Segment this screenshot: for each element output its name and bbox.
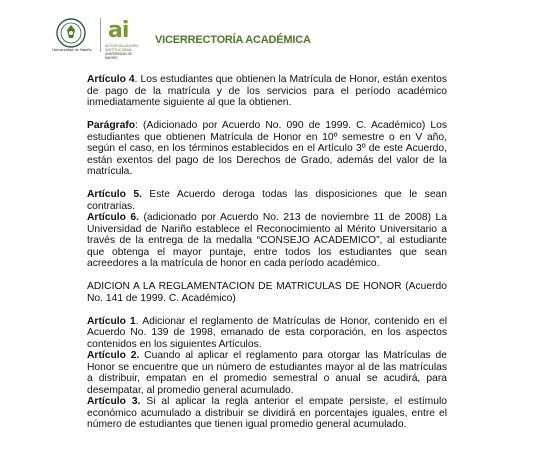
paragraph-label: Artículo 5. [87, 189, 142, 200]
paragraph-text: Si al aplicar la regla anterior el empate persiste, el estímulo económico acumulado a distribuir se dividirá en porcentajes iguales, entre el número de estudiantes que tienen igual promedio general acumulado. [87, 396, 447, 430]
articulo-6 [87, 212, 447, 270]
paragraph-label: Artículo 4 [87, 74, 135, 85]
paragraph-text: Cuando al aplicar el reglamento para otorgar las Matrículas de Honor se encuentre que un número de estudiantes mayor al de las matrículas a distribuir, empatan en el promedio semestral o anual se acudirá, para desempatar, al promedio general acumulado. [87, 350, 447, 396]
paragraph-label: Artículo 3. [87, 396, 141, 407]
paragraph-text: . Los estudiantes que obtienen la Matrícula de Honor, están exentos de pago de la matrícula y de los servicios para el período académico inmediatamente siguiente al que la obtienen. [87, 74, 447, 108]
paragraph-label: Parágrafo [87, 120, 136, 131]
articulo-3 [87, 396, 447, 431]
university-seal-icon [56, 18, 86, 48]
paragraph-label: Artículo 6. [87, 212, 139, 223]
header-divider [100, 18, 101, 52]
articulo-5 [87, 189, 447, 212]
articulo-1 [87, 316, 447, 351]
document-body [87, 74, 447, 431]
articulo-4 [87, 74, 447, 109]
paragraph-text: (adicionado por Acuerdo No. 213 de noviembre 11 de 2008) La Universidad de Nariño establece el Reconocimiento al Mérito Universitario a través de la entrega de la medalla “CONSEJO ACADEMICO”, al estudiante que obtenga el mayor puntaje, entre todos los estudiantes que sean acreedores a la matrícula de honor en cada período académico. [87, 212, 447, 269]
articulo-2 [87, 350, 447, 396]
ai-logo: ai [108, 18, 129, 43]
paragraph-text: : (Adicionado por Acuerdo No. 090 de 1999. C. Académico) Los estudiantes que obtienen Matrícula de Honor en 10º semestre o en V año, según el caso, en los términos establecidos en el Artículo 3º de este Acuerdo, están exentos del pago de los Derechos de Grado, además del valor de la matrícula. [87, 120, 447, 177]
paragraph-text: . Adicionar el reglamento de Matrículas de Honor, contenido en el Acuerdo No. 139 de 1998, emanado de esta corporación, en los aspectos contenidos en los siguientes Artículos. [87, 315, 447, 350]
heading-text: ADICION A LA REGLAMENTACION DE MATRICULAS DE HONOR (Acuerdo No. 141 de 1999. C. Académico) [87, 281, 447, 304]
ai-logo-subtitle-2: UNIVERSIDAD DE NARIÑO [105, 52, 133, 60]
seal-caption: Universidad de Nariño [52, 47, 92, 52]
section-heading [87, 281, 447, 304]
paragrafo [87, 120, 447, 178]
paragraph-label: Artículo 2. [87, 350, 140, 361]
ai-logo-subtitle: AUTOEVALUACIÓN INSTITUCIONAL [105, 44, 138, 52]
paragraph-label: Artículo 1 [87, 315, 136, 327]
paragraph-text: Este Acuerdo deroga todas las disposiciones que le sean contrarias. [87, 189, 448, 212]
page-header [0, 0, 534, 62]
vicerrectoria-title: VICERRECTORÍA ACADÉMICA [155, 34, 311, 46]
